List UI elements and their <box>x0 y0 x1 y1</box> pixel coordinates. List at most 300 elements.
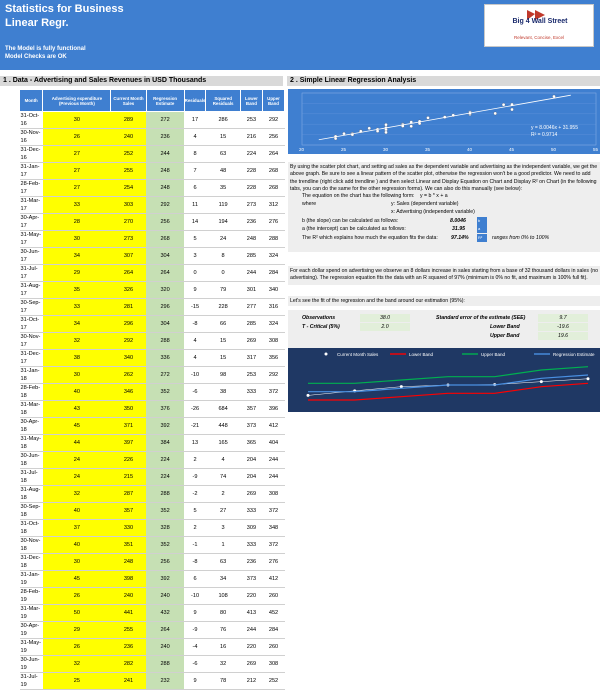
table-cell[interactable]: 248 <box>146 180 184 197</box>
table-cell[interactable]: 340 <box>111 350 146 367</box>
table-cell[interactable]: 296 <box>146 299 184 316</box>
table-cell[interactable]: 288 <box>146 333 184 350</box>
table-cell[interactable]: 304 <box>146 316 184 333</box>
table-cell[interactable]: 269 <box>240 486 262 503</box>
table-cell[interactable]: 371 <box>111 418 146 435</box>
table-cell[interactable]: 254 <box>111 180 146 197</box>
table-cell[interactable]: 285 <box>240 248 262 265</box>
table-cell[interactable]: 24 <box>43 452 111 469</box>
table-cell[interactable]: 296 <box>111 316 146 333</box>
legend-marker <box>325 353 328 356</box>
data-table <box>19 89 285 690</box>
table-cell[interactable]: 286 <box>206 112 240 129</box>
table-cell[interactable]: 216 <box>240 129 262 146</box>
table-cell[interactable]: 352 <box>146 384 184 401</box>
table-cell[interactable]: 28-Feb-17 <box>20 180 43 197</box>
table-cell[interactable]: 333 <box>240 503 262 520</box>
table-cell[interactable]: 373 <box>240 571 262 588</box>
table-cell[interactable]: 31-May-18 <box>20 436 42 450</box>
table-cell[interactable]: 244 <box>263 469 285 486</box>
table-cell[interactable]: 317 <box>240 350 262 367</box>
table-cell[interactable]: 307 <box>111 248 146 265</box>
table-cell[interactable]: 308 <box>263 486 285 503</box>
table-cell[interactable]: 248 <box>146 163 184 180</box>
band-intro-text: Let's see the fit of the regression and the band around our estimation (95%): <box>288 296 600 306</box>
table-cell[interactable]: 34 <box>43 316 111 333</box>
table-row <box>20 384 285 401</box>
column-header: Month <box>20 90 43 112</box>
table-cell[interactable]: 264 <box>146 622 184 639</box>
table-cell[interactable]: 28 <box>43 214 111 231</box>
table-cell[interactable]: -8 <box>184 554 206 571</box>
table-cell[interactable]: 9 <box>184 282 206 299</box>
table-cell[interactable]: 31-Oct-16 <box>20 112 43 129</box>
table-cell[interactable]: 108 <box>206 588 240 605</box>
table-row <box>20 265 285 282</box>
x-tick-label: 40 <box>467 147 473 152</box>
table-cell[interactable]: 17 <box>184 112 206 129</box>
table-cell[interactable]: 31-Dec-17 <box>20 350 43 367</box>
table-cell[interactable]: 397 <box>111 435 146 452</box>
table-cell[interactable]: 30 <box>43 554 111 571</box>
table-cell[interactable]: 30-Apr-18 <box>20 418 43 435</box>
table-cell[interactable]: 31-Mar-17 <box>20 197 43 214</box>
table-cell[interactable]: 31-Jan-18 <box>20 367 43 384</box>
table-cell[interactable]: 31-Mar-19 <box>20 605 43 622</box>
table-cell[interactable]: 212 <box>240 673 262 690</box>
table-cell[interactable]: 27 <box>206 503 240 520</box>
table-cell[interactable]: 232 <box>146 673 184 690</box>
table-row <box>20 112 285 129</box>
table-cell[interactable]: 312 <box>263 197 285 214</box>
table-row <box>20 520 285 537</box>
table-cell[interactable]: 31-Jul-18 <box>20 469 43 486</box>
table-cell[interactable]: 228 <box>240 180 262 197</box>
table-cell[interactable]: 272 <box>146 367 184 384</box>
table-cell[interactable]: 31-Aug-18 <box>20 486 43 503</box>
table-cell[interactable]: 204 <box>240 469 262 486</box>
table-cell[interactable]: 413 <box>240 605 262 622</box>
table-cell[interactable]: 35 <box>206 180 240 197</box>
table-cell[interactable]: 40 <box>43 503 111 520</box>
table-cell[interactable]: 32 <box>43 656 111 673</box>
table-cell[interactable]: 264 <box>146 265 184 282</box>
table-cell[interactable]: 288 <box>146 486 184 503</box>
table-cell[interactable]: -9 <box>184 469 206 486</box>
table-cell[interactable]: 330 <box>111 520 146 537</box>
table-cell[interactable]: 224 <box>240 146 262 163</box>
table-cell[interactable]: 9 <box>184 673 206 690</box>
table-cell[interactable]: 284 <box>263 265 285 282</box>
table-cell[interactable]: 273 <box>240 197 262 214</box>
table-cell[interactable]: 253 <box>240 112 262 129</box>
table-cell[interactable]: -9 <box>184 622 206 639</box>
table-row <box>20 605 285 622</box>
table-cell[interactable]: 79 <box>206 282 240 299</box>
table-cell[interactable]: 240 <box>111 588 146 605</box>
table-cell[interactable]: 309 <box>240 520 262 537</box>
table-cell[interactable]: 43 <box>43 401 111 418</box>
table-cell[interactable]: 38 <box>43 350 111 367</box>
column-header: Lower Band <box>240 90 262 112</box>
table-cell[interactable]: 14 <box>184 214 206 231</box>
upper-band-label: Upper Band <box>490 333 520 339</box>
x-tick-label: 25 <box>341 147 347 152</box>
table-cell[interactable]: 392 <box>146 418 184 435</box>
table-cell[interactable]: 76 <box>206 622 240 639</box>
table-cell[interactable]: -6 <box>184 656 206 673</box>
table-cell[interactable]: 30-Nov-18 <box>20 537 43 554</box>
table-cell[interactable]: 119 <box>206 197 240 214</box>
table-cell[interactable]: 30-Sep-18 <box>20 503 43 520</box>
table-cell[interactable]: 37 <box>43 520 111 537</box>
table-cell[interactable]: 32 <box>43 486 111 503</box>
table-cell[interactable]: 372 <box>263 503 285 520</box>
table-cell[interactable]: 272 <box>146 112 184 129</box>
table-cell[interactable]: -21 <box>184 418 206 435</box>
table-cell[interactable]: 252 <box>111 146 146 163</box>
table-cell[interactable]: 11 <box>184 197 206 214</box>
table-cell[interactable]: 356 <box>263 350 285 367</box>
table-cell[interactable]: 15 <box>206 129 240 146</box>
table-cell[interactable]: 220 <box>240 588 262 605</box>
table-cell[interactable]: 255 <box>111 622 146 639</box>
table-cell[interactable]: 6 <box>184 571 206 588</box>
table-cell[interactable]: 384 <box>146 435 184 452</box>
table-cell[interactable]: 1 <box>206 537 240 554</box>
table-cell[interactable]: 308 <box>263 656 285 673</box>
table-cell[interactable]: 281 <box>111 299 146 316</box>
table-cell[interactable]: 28-Feb-19 <box>20 588 43 605</box>
table-cell[interactable]: 31-Jul-19 <box>20 673 43 690</box>
table-cell[interactable]: 31-Mar-18 <box>20 401 43 418</box>
table-cell[interactable]: 240 <box>146 639 184 656</box>
table-cell[interactable]: 236 <box>240 214 262 231</box>
table-cell[interactable]: 35 <box>43 282 111 299</box>
table-cell[interactable]: 215 <box>111 469 146 486</box>
table-cell[interactable]: 15 <box>206 333 240 350</box>
table-cell[interactable]: 30 <box>43 231 111 248</box>
table-cell[interactable]: 255 <box>111 163 146 180</box>
table-cell[interactable]: 316 <box>263 299 285 316</box>
table-cell[interactable]: 372 <box>263 537 285 554</box>
table-cell[interactable]: 324 <box>263 316 285 333</box>
table-cell[interactable]: 45 <box>43 418 111 435</box>
table-cell[interactable]: 684 <box>206 401 240 418</box>
table-cell[interactable]: 292 <box>111 333 146 350</box>
table-cell[interactable]: 352 <box>146 537 184 554</box>
table-cell[interactable]: 220 <box>240 639 262 656</box>
table-cell[interactable]: 241 <box>111 673 146 690</box>
table-cell[interactable]: 32 <box>206 656 240 673</box>
intercept-label: a (the intercept) can be calculated as follows: <box>302 226 406 232</box>
table-cell[interactable]: 240 <box>111 129 146 146</box>
table-cell[interactable]: 276 <box>263 554 285 571</box>
see-label: Standard error of the estimate (SEE) <box>436 315 526 321</box>
table-cell[interactable]: 3 <box>206 520 240 537</box>
table-cell[interactable]: 25 <box>43 673 111 690</box>
table-cell[interactable]: 29 <box>43 265 111 282</box>
table-row <box>20 197 285 214</box>
table-cell[interactable]: 324 <box>263 248 285 265</box>
table-cell[interactable]: 308 <box>263 333 285 350</box>
table-cell[interactable]: 27 <box>43 163 111 180</box>
table-cell[interactable]: 63 <box>206 554 240 571</box>
table-cell[interactable]: 0 <box>206 265 240 282</box>
table-cell[interactable]: 357 <box>240 401 262 418</box>
table-cell[interactable]: 236 <box>240 554 262 571</box>
table-cell[interactable]: 252 <box>263 673 285 690</box>
table-cell[interactable]: 31-Jan-17 <box>20 163 43 180</box>
table-cell[interactable]: 336 <box>146 350 184 367</box>
table-cell[interactable]: 304 <box>146 248 184 265</box>
table-cell[interactable]: 320 <box>146 282 184 299</box>
table-cell[interactable]: 165 <box>206 435 240 452</box>
table-cell[interactable]: -26 <box>184 401 206 418</box>
table-row <box>20 163 285 180</box>
table-cell[interactable]: 236 <box>111 639 146 656</box>
table-cell[interactable]: 285 <box>240 316 262 333</box>
table-cell[interactable]: 268 <box>263 163 285 180</box>
table-cell[interactable]: 348 <box>263 520 285 537</box>
table-cell[interactable]: 372 <box>263 384 285 401</box>
table-cell[interactable]: -1 <box>184 537 206 554</box>
column-header: Regression Estimate <box>146 90 184 112</box>
table-cell[interactable]: 292 <box>263 367 285 384</box>
table-cell[interactable]: 333 <box>240 384 262 401</box>
table-cell[interactable]: 452 <box>263 605 285 622</box>
table-cell[interactable]: 282 <box>111 656 146 673</box>
table-cell[interactable]: 5 <box>184 231 206 248</box>
table-cell[interactable]: 78 <box>206 673 240 690</box>
table-cell[interactable]: 16 <box>206 639 240 656</box>
table-cell[interactable]: 45 <box>43 571 111 588</box>
table-cell[interactable]: 2 <box>184 452 206 469</box>
table-cell[interactable]: -8 <box>184 316 206 333</box>
table-cell[interactable]: 204 <box>240 452 262 469</box>
equation-form-label: The equation on the chart has the following form: <box>302 193 415 199</box>
table-cell[interactable]: 256 <box>263 129 285 146</box>
table-cell[interactable]: 270 <box>111 214 146 231</box>
table-cell[interactable]: 276 <box>263 214 285 231</box>
table-cell[interactable]: 24 <box>206 231 240 248</box>
table-cell[interactable]: 289 <box>111 112 146 129</box>
table-cell[interactable]: 5 <box>184 503 206 520</box>
table-cell[interactable]: 44 <box>43 435 111 452</box>
table-cell[interactable]: 31-Jan-19 <box>20 571 43 588</box>
table-cell[interactable]: -15 <box>184 299 206 316</box>
table-cell[interactable]: 30-Apr-17 <box>20 214 43 231</box>
table-cell[interactable]: 63 <box>206 146 240 163</box>
table-cell[interactable]: 277 <box>240 299 262 316</box>
table-row <box>20 146 285 163</box>
table-row <box>20 350 285 367</box>
table-cell[interactable]: 4 <box>184 350 206 367</box>
table-cell[interactable]: 4 <box>206 452 240 469</box>
table-cell[interactable]: 74 <box>206 469 240 486</box>
x-tick-label: 55 <box>593 147 599 152</box>
table-cell[interactable]: 33 <box>43 299 111 316</box>
table-cell[interactable]: 32 <box>43 333 111 350</box>
table-cell[interactable]: 264 <box>111 265 146 282</box>
table-cell[interactable]: 346 <box>111 384 146 401</box>
table-row <box>20 656 285 673</box>
table-cell[interactable]: 31-May-17 <box>20 232 42 246</box>
table-cell[interactable]: 396 <box>263 401 285 418</box>
table-cell[interactable]: 350 <box>111 401 146 418</box>
table-cell[interactable]: 228 <box>240 163 262 180</box>
table-cell[interactable]: 441 <box>111 605 146 622</box>
table-cell[interactable]: 224 <box>146 469 184 486</box>
table-cell[interactable]: 6 <box>184 180 206 197</box>
table-cell[interactable]: 226 <box>111 452 146 469</box>
table-cell[interactable]: 0 <box>184 265 206 282</box>
table-cell[interactable]: 31-Oct-18 <box>20 520 43 537</box>
table-cell[interactable]: 373 <box>240 418 262 435</box>
table-cell[interactable]: 284 <box>263 622 285 639</box>
table-cell[interactable]: 194 <box>206 214 240 231</box>
table-cell[interactable]: 28-Feb-18 <box>20 384 43 401</box>
table-cell[interactable]: 260 <box>263 639 285 656</box>
table-cell[interactable]: 13 <box>184 435 206 452</box>
table-cell[interactable]: 244 <box>146 146 184 163</box>
table-cell[interactable]: 80 <box>206 605 240 622</box>
table-cell[interactable]: 26 <box>43 588 111 605</box>
table-cell[interactable]: 253 <box>240 367 262 384</box>
table-cell[interactable]: 8 <box>184 146 206 163</box>
table-cell[interactable]: 268 <box>263 180 285 197</box>
table-cell[interactable]: 31-Oct-17 <box>20 316 43 333</box>
table-cell[interactable]: 256 <box>146 214 184 231</box>
table-cell[interactable]: 224 <box>146 452 184 469</box>
table-cell[interactable]: 269 <box>240 333 262 350</box>
table-cell[interactable]: 31-Dec-16 <box>20 146 43 163</box>
table-cell[interactable]: 30-Nov-16 <box>20 129 43 146</box>
table-cell[interactable]: 273 <box>111 231 146 248</box>
table-cell[interactable]: 24 <box>43 469 111 486</box>
table-cell[interactable]: 15 <box>206 350 240 367</box>
table-cell[interactable]: -2 <box>184 486 206 503</box>
table-cell[interactable]: 448 <box>206 418 240 435</box>
table-cell[interactable]: 236 <box>146 129 184 146</box>
table-cell[interactable]: 7 <box>184 163 206 180</box>
table-cell[interactable]: 301 <box>240 282 262 299</box>
table-cell[interactable]: 31-Dec-18 <box>20 554 43 571</box>
table-cell[interactable]: 357 <box>111 503 146 520</box>
table-row <box>20 231 285 248</box>
table-cell[interactable]: -10 <box>184 367 206 384</box>
table-cell[interactable]: 48 <box>206 163 240 180</box>
table-cell[interactable]: 30-Nov-17 <box>20 333 43 350</box>
table-cell[interactable]: 340 <box>263 282 285 299</box>
table-cell[interactable]: 333 <box>240 537 262 554</box>
table-cell[interactable]: 8 <box>206 248 240 265</box>
table-cell[interactable]: -10 <box>184 588 206 605</box>
table-cell[interactable]: 292 <box>146 197 184 214</box>
table-cell[interactable]: 326 <box>111 282 146 299</box>
table-cell[interactable]: 30-Jun-19 <box>20 656 43 673</box>
lower-band-value: -19.6 <box>538 323 588 331</box>
table-cell[interactable]: 34 <box>206 571 240 588</box>
table-cell[interactable]: 30-Sep-17 <box>20 299 43 316</box>
table-cell[interactable]: 287 <box>111 486 146 503</box>
table-cell[interactable]: 376 <box>146 401 184 418</box>
table-cell[interactable]: 26 <box>43 639 111 656</box>
table-cell[interactable]: 2 <box>206 486 240 503</box>
table-cell[interactable]: 4 <box>184 333 206 350</box>
table-cell[interactable]: 30-Jun-18 <box>20 452 43 469</box>
table-cell[interactable]: 432 <box>146 605 184 622</box>
table-cell[interactable]: 38 <box>206 384 240 401</box>
table-cell[interactable]: 98 <box>206 367 240 384</box>
table-cell[interactable]: 27 <box>43 180 111 197</box>
table-cell[interactable]: 398 <box>111 571 146 588</box>
table-cell[interactable]: 3 <box>184 248 206 265</box>
equation-form: y = b * x + a <box>420 193 448 199</box>
scatter-point <box>494 112 497 115</box>
table-cell[interactable]: 412 <box>263 418 285 435</box>
table-cell[interactable]: 26 <box>43 129 111 146</box>
table-cell[interactable]: 40 <box>43 537 111 554</box>
table-cell[interactable]: 2 <box>184 520 206 537</box>
table-cell[interactable]: 260 <box>263 588 285 605</box>
table-cell[interactable]: 269 <box>240 656 262 673</box>
table-cell[interactable]: 392 <box>146 571 184 588</box>
table-cell[interactable]: 34 <box>43 248 111 265</box>
table-cell[interactable]: 9 <box>184 605 206 622</box>
table-cell[interactable]: 256 <box>146 554 184 571</box>
table-cell[interactable]: 4 <box>184 129 206 146</box>
table-cell[interactable]: 404 <box>263 435 285 452</box>
table-cell[interactable]: 31-May-19 <box>20 640 42 654</box>
table-cell[interactable]: 288 <box>263 231 285 248</box>
table-cell[interactable]: 244 <box>263 452 285 469</box>
table-cell[interactable]: 30 <box>43 112 111 129</box>
table-row <box>20 503 285 520</box>
table-cell[interactable]: 264 <box>263 146 285 163</box>
table-cell[interactable]: -6 <box>184 384 206 401</box>
table-cell[interactable]: 30 <box>43 367 111 384</box>
table-cell[interactable]: 244 <box>240 622 262 639</box>
table-cell[interactable]: 240 <box>146 588 184 605</box>
table-cell[interactable]: 268 <box>146 231 184 248</box>
table-cell[interactable]: 30-Apr-19 <box>20 622 43 639</box>
table-cell[interactable]: 412 <box>263 571 285 588</box>
table-cell[interactable]: 303 <box>111 197 146 214</box>
table-cell[interactable]: 27 <box>43 146 111 163</box>
table-cell[interactable]: 244 <box>240 265 262 282</box>
table-cell[interactable]: 352 <box>146 503 184 520</box>
table-cell[interactable]: -4 <box>184 639 206 656</box>
table-cell[interactable]: 50 <box>43 605 111 622</box>
table-cell[interactable]: 328 <box>146 520 184 537</box>
table-cell[interactable]: 31-Aug-17 <box>20 282 43 299</box>
table-cell[interactable]: 262 <box>111 367 146 384</box>
table-cell[interactable]: 248 <box>240 231 262 248</box>
table-cell[interactable]: 66 <box>206 316 240 333</box>
table-cell[interactable]: 40 <box>43 384 111 401</box>
table-cell[interactable]: 351 <box>111 537 146 554</box>
table-cell[interactable]: 31-Jul-17 <box>20 265 43 282</box>
table-cell[interactable]: 30-Jun-17 <box>20 248 43 265</box>
table-cell[interactable]: 248 <box>111 554 146 571</box>
table-cell[interactable]: 228 <box>206 299 240 316</box>
table-cell[interactable]: 29 <box>43 622 111 639</box>
table-cell[interactable]: 288 <box>146 656 184 673</box>
table-cell[interactable]: 292 <box>263 112 285 129</box>
table-cell[interactable]: 33 <box>43 197 111 214</box>
table-cell[interactable]: 365 <box>240 435 262 452</box>
